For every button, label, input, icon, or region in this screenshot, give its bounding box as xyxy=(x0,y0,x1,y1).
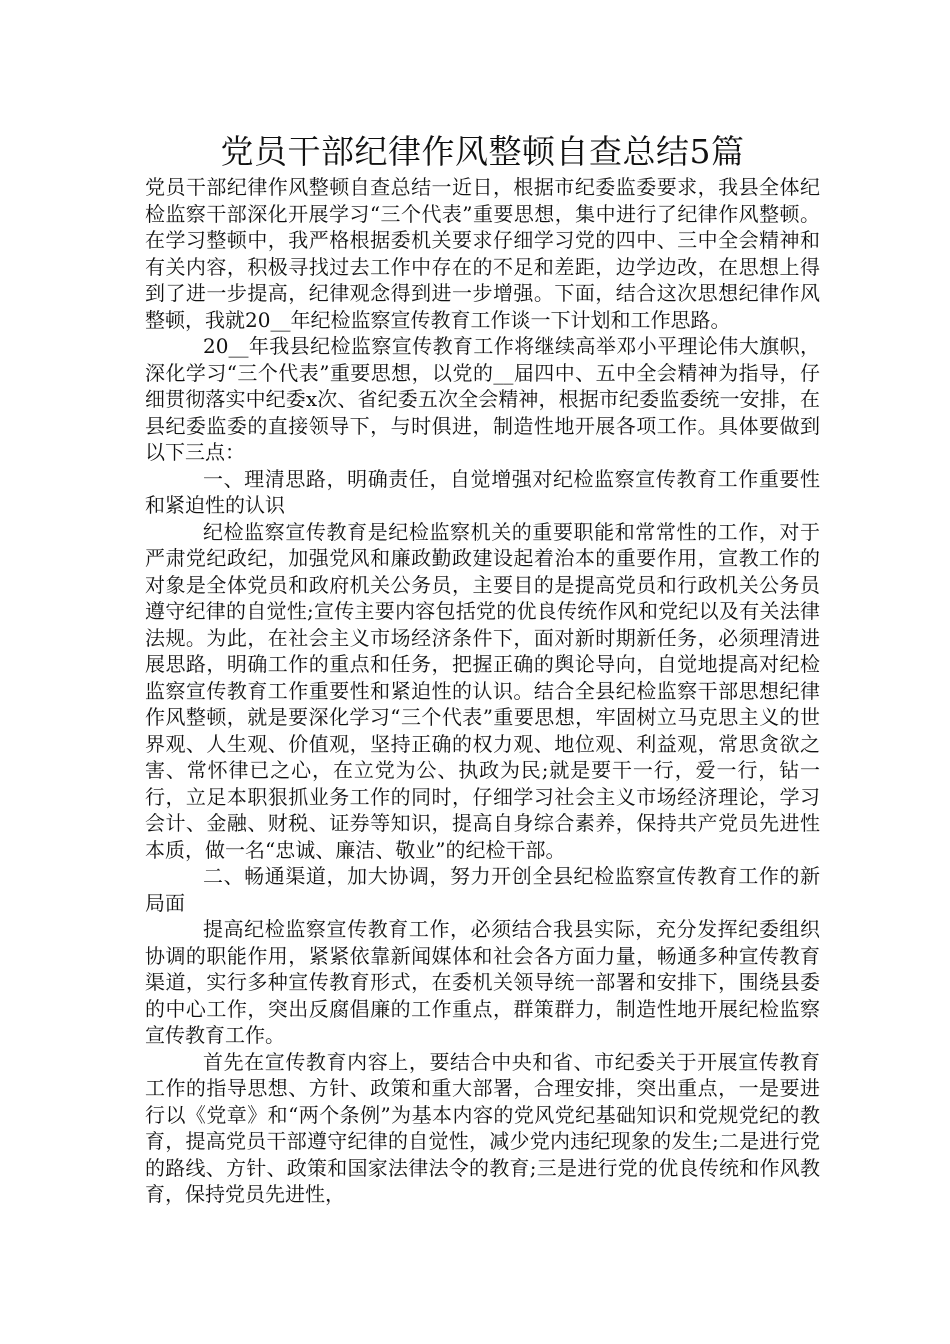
document-page xyxy=(145,130,820,1208)
document-title: 党员干部纪律作风整顿自查总结5篇 xyxy=(220,132,745,171)
paragraph-2: 20__年我县纪检监察宣传教育工作将继续高举邓小平理论伟大旗帜，深化学习“三个代表”重要思想，以党的__届四中、五中全会精神为指导，仔细贯彻落实中纪委x次、省纪委五次全会精神，根据市纪委监委统一安排，在县纪委监委的直接领导下，与时俱进，制造性地开展各项工作。具体要做到以下三点： xyxy=(145,334,820,464)
paragraph-1: 党员干部纪律作风整顿自查总结一近日，根据市纪委监委要求，我县全体纪检监察干部深化开展学习“三个代表”重要思想，集中进行了纪律作风整顿。在学习整顿中，我严格根据委机关要求仔细学习党的四中、三中全会精神和有关内容，积极寻找过去工作中存在的不足和差距，边学边改，在思想上得到了进一步提高，纪律观念得到进一步增强。下面，结合这次思想纪律作风整顿，我就20__年纪检监察宣传教育工作谈一下计划和工作思路。 xyxy=(145,175,820,332)
section-heading-1: 一、理清思路，明确责任，自觉增强对纪检监察宣传教育工作重要性和紧迫性的认识 xyxy=(145,466,820,517)
paragraph-5: 首先在宣传教育内容上，要结合中央和省、市纪委关于开展宣传教育工作的指导思想、方针、政策和重大部署，合理安排，突出重点，一是要进行以《党章》和“两个条例”为基本内容的党风党纪基础知识和党规党纪的教育，提高党员干部遵守纪律的自觉性，减少党内违纪现象的发生;二是进行党的路线、方针、政策和国家法律法令的教育;三是进行党的优良传统和作风教育，保持党员先进性， xyxy=(145,1049,820,1206)
paragraph-3: 纪检监察宣传教育是纪检监察机关的重要职能和常常性的工作，对于严肃党纪政纪，加强党风和廉政勤政建设起着治本的重要作用，宣教工作的对象是全体党员和政府机关公务员，主要目的是提高党员和行政机关公务员遵守纪律的自觉性;宣传主要内容包括党的优良传统作风和党纪以及有关法律法规。为此，在社会主义市场经济条件下，面对新时期新任务，必须理清进展思路，明确工作的重点和任务，把握正确的舆论导向，自觉地提高对纪检监察宣传教育工作重要性和紧迫性的认识。结合全县纪检监察干部思想纪律作风整顿，就是要深化学习“三个代表”重要思想，牢固树立马克思主义的世界观、人生观、价值观，坚持正确的权力观、地位观、利益观，常思贪欲之害、常怀律已之心，在立党为公、执政为民;就是要干一行，爱一行，钻一行，立足本职狠抓业务工作的同时，仔细学习社会主义市场经济理论，学习会计、金融、财税、证券等知识，提高自身综合素养，保持共产党员先进性本质，做一名“忠诚、廉洁、敬业”的纪检干部。 xyxy=(145,519,820,862)
paragraph-4: 提高纪检监察宣传教育工作，必须结合我县实际，充分发挥纪委组织协调的职能作用，紧紧依靠新闻媒体和社会各方面力量，畅通多种宣传教育渠道，实行多种宣传教育形式，在委机关领导统一部署和安排下，围绕县委的中心工作，突出反腐倡廉的工作重点，群策群力，制造性地开展纪检监察宣传教育工作。 xyxy=(145,917,820,1047)
section-heading-2: 二、畅通渠道，加大协调，努力开创全县纪检监察宣传教育工作的新局面 xyxy=(145,864,820,915)
